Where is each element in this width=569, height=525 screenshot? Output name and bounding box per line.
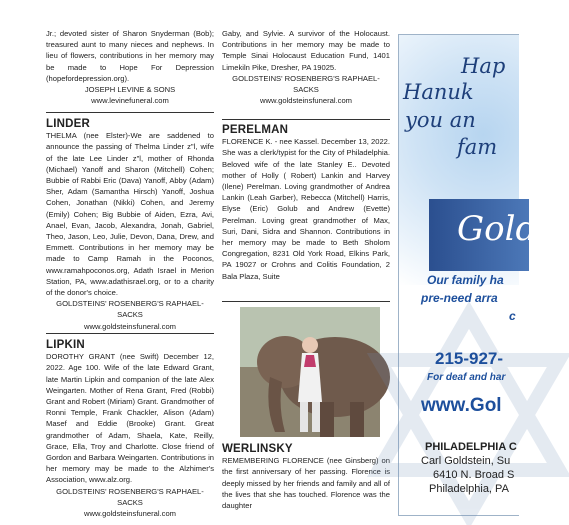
funeral-home-name: JOSEPH LEVINE & SONS [84,85,176,95]
funeral-home-name: GOLDSTEINS' ROSENBERG'S RAPHAEL-SACKS [232,73,380,95]
section-divider [46,112,214,113]
memorial-photo [240,307,380,437]
greeting-script-line: you an [405,108,476,132]
obituary-text: DOROTHY GRANT (nee Swift) December 12, 2022. Age 100. Wife of the late Edward Grant, late Martin Lipkin and companion of the late Alex Weingarten. Mother of Rena Grant, Fred (Robbi) Grant and Robert (Miriam) Grant. Grandmother of Ronni Temple, Frank Chackler, Alison (Adam) Masef and Eddie (Brooke) Grant. Great grandmother of Adam, Shaela, Kate, Reilly, Grace, Ella, Troy and Charlotte. Close friend of Gordon and Barbara Weingarten. Contributions in her memory may be made to the Alzhimer's Association, www.alz.org. [46,352,214,485]
funeral-home-website: www.goldsteinsfuneral.com [83,509,176,519]
obituary-text: REMEMBERING FLORENCE (nee Ginsberg) on the first anniversary of her passing. Florence is deeply missed by her friends and family and all of the lives that she has touched. Florence was the daughter [222,456,390,511]
greeting-script-line: Hanuk [403,80,474,104]
location-line: 6410 N. Broad S [433,469,515,481]
obituary-text: Gaby, and Sylvie. A survivor of the Holocaust. Contributions in her memory may be made to Temple Sinai Holocaust Education Fund, 1401 Limekiln Pike, Dresher, PA 19025. [222,29,390,72]
funeral-home-logo: Golds [457,209,555,249]
obituary-name: LIPKIN [46,339,85,351]
funeral-home-name: GOLDSTEINS' ROSENBERG'S RAPHAEL-SACKS [56,299,204,320]
obituary-name: LINDER [46,118,91,130]
funeral-home-website: www.goldsteinsfuneral.com [259,96,352,106]
funeral-home-website: www.levinefuneral.com [91,96,169,106]
obituary-perelman [222,125,390,282]
deaf-line: For deaf and har [427,372,506,383]
obituary-continuation [46,28,214,106]
funeral-home-advertisement [398,34,555,516]
advertisement-website: www.Gol [421,395,502,416]
location-line: Carl Goldstein, Su [421,455,511,467]
tagline-line: Our family ha [427,273,504,287]
greeting-script-line: fam [457,135,498,159]
tagline-line: pre-need arra [421,291,498,305]
phone-number: 215-927- [435,349,504,368]
tagline-line: c [509,309,516,323]
obituary-text: Jr.; devoted sister of Sharon Snyderman (Bob); treasured aunt to many nieces and nephews. In lieu of flowers, contributions in her memory may be made to Hope For Depression (hopefordepression.org). [46,29,214,83]
funeral-home-website: www.goldsteinsfuneral.com [83,321,176,331]
obituary-lipkin [46,340,214,519]
section-divider [46,333,214,334]
obituary-name: PERELMAN [222,124,289,136]
obituary-name: WERLINSKY [222,443,293,455]
obituary-werlinsky [222,444,390,511]
section-divider [222,301,390,302]
obituary-text: THELMA (nee Elster)-We are saddened to announce the passing of Thelma Linder z"l, wife of the late Lee Linder z"l, mother of Rhonda (Michael) Yanoff and Sharon (Mitchell) Cohen; Bubbie of Rabbi Eric (Dava) Yanoff, Abby (Adam) Sher, Adam (Samantha Hirsch) Yanoff, Joshua Cohen, Jonathan (Nikki) Cohen, and Jeremy (Emily) Cohen; Big Bubbie of Aiden, Ezra, Avi, Anael, Evan, Jacob, Alexandra, Jonah, Gabriel, Theo, Jason, Leo, Julie, Devon, Dana, Drew, and Emmett. Contributions in her memory may be made to Camp Ramah in the Poconos, www.ramahpoconos.org, Adath Israel in Merion Station, PA, www.adathisrael.org, or to a charity of the donor's choice. [46,131,214,298]
greeting-script-line: Hap [461,54,506,78]
obituary-continuation [222,28,390,106]
elephant-photo-illustration [240,307,380,437]
location-line: Philadelphia, PA [429,483,509,495]
location-title: PHILADELPHIA C [425,441,517,453]
obituary-linder [46,119,214,332]
obituary-text: FLORENCE K. - nee Kassel. December 13, 2022. She was a clerk/typist for the City of Philadelphia. Beloved wife of the late Stanley E.. Devoted mother of Holly ( Robert) Lankin and Harvey (Ilene) Perelman. Loving grandmother of Andrea Lankin (Leah Garber), Rebecca (Mitchell) Harris, Elyse (Eric) Golub and Andrew (Evette) Perelman. Loving great grandmother of Max, Suri, Dani, Sidra and Shannon. Contributions in her memory may be made to Beth Sholom Congregation, 8231 Old York Road, Elkins Park, PA 19027 or Crohns and Colitis Foundation, 2 Bala Plaza, Suite [222,137,390,281]
section-divider [222,119,390,120]
funeral-home-name: GOLDSTEINS' ROSENBERG'S RAPHAEL-SACKS [56,486,204,507]
